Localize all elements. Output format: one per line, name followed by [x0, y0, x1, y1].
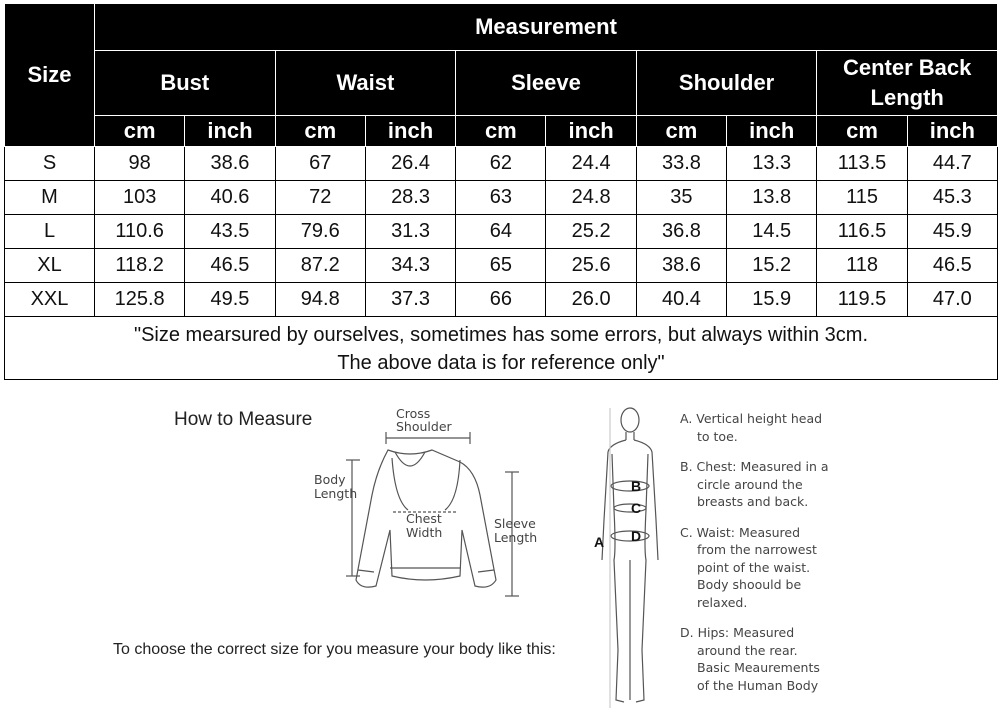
- value-cell: 46.5: [907, 249, 997, 283]
- size-cell: S: [5, 147, 95, 181]
- marker-d: D: [631, 528, 642, 544]
- unit-header: cm: [817, 116, 907, 147]
- value-cell: 14.5: [727, 215, 817, 249]
- group-header-line: Length: [870, 85, 944, 110]
- value-cell: 113.5: [817, 147, 907, 181]
- legend-item: [680, 410, 860, 445]
- unit-header: inch: [185, 116, 275, 147]
- value-cell: 44.7: [907, 147, 997, 181]
- value-cell: 115: [817, 181, 907, 215]
- value-cell: 31.3: [365, 215, 455, 249]
- unit-header: inch: [546, 116, 636, 147]
- value-cell: 45.3: [907, 181, 997, 215]
- value-cell: 13.8: [727, 181, 817, 215]
- value-cell: 33.8: [636, 147, 726, 181]
- sleeve-length-label-2: Length: [494, 530, 538, 545]
- value-cell: 103: [95, 181, 185, 215]
- marker-c: C: [631, 500, 642, 516]
- legend-line: relaxed.: [697, 594, 748, 610]
- value-cell: 65: [456, 249, 546, 283]
- value-cell: 38.6: [636, 249, 726, 283]
- value-cell: 40.4: [636, 283, 726, 317]
- table-row: [5, 147, 998, 181]
- value-cell: 118.2: [95, 249, 185, 283]
- group-header-line: Center Back: [842, 55, 972, 80]
- value-cell: 24.8: [546, 181, 636, 215]
- value-cell: 13.3: [727, 147, 817, 181]
- chest-width-label-2: Width: [406, 525, 443, 540]
- sleeve-length-label-1: Sleeve: [494, 516, 536, 531]
- group-header-line: Waist: [336, 70, 395, 95]
- legend-line: breasts and back.: [697, 494, 809, 509]
- value-cell: 116.5: [817, 215, 907, 249]
- value-cell: 119.5: [817, 283, 907, 317]
- value-cell: 110.6: [95, 215, 185, 249]
- value-cell: 25.2: [546, 215, 636, 249]
- legend-line: A. Vertical height head: [680, 411, 823, 426]
- legend-line: Basic Meaurements: [697, 660, 820, 675]
- cross-label-1: Cross: [396, 406, 431, 421]
- choose-size-instruction: To choose the correct size for you measure your body like this:: [113, 641, 556, 658]
- value-cell: 47.0: [907, 283, 997, 317]
- size-cell: L: [5, 215, 95, 249]
- note-row: [5, 317, 998, 380]
- value-cell: 38.6: [185, 147, 275, 181]
- value-cell: 37.3: [365, 283, 455, 317]
- value-cell: 36.8: [636, 215, 726, 249]
- unit-header: inch: [365, 116, 455, 147]
- measurement-header: Measurement: [95, 4, 998, 51]
- group-header: [275, 51, 456, 116]
- value-cell: 24.4: [546, 147, 636, 181]
- legend-item: [680, 624, 860, 694]
- marker-b: B: [631, 478, 642, 494]
- value-cell: 26.4: [365, 147, 455, 181]
- value-cell: 26.0: [546, 283, 636, 317]
- cross-label-2: Shoulder: [396, 419, 452, 434]
- legend-line: of the Human Body: [697, 677, 819, 693]
- unit-header: inch: [907, 116, 997, 147]
- value-cell: 63: [456, 181, 546, 215]
- value-cell: 118: [817, 249, 907, 283]
- legend-line: from the narrowest: [697, 542, 817, 557]
- marker-a: A: [594, 534, 605, 550]
- body-measure-illustration: [588, 400, 678, 720]
- value-cell: 15.9: [727, 283, 817, 317]
- legend-line: B. Chest: Measured in a: [680, 459, 829, 474]
- group-header: [636, 51, 817, 116]
- legend-line: to toe.: [697, 428, 738, 444]
- chest-width-label-1: Chest: [406, 511, 442, 526]
- note-cell: [5, 317, 998, 380]
- size-cell: XL: [5, 249, 95, 283]
- unit-header: cm: [95, 116, 185, 147]
- value-cell: 79.6: [275, 215, 365, 249]
- legend-line: C. Waist: Measured: [680, 524, 801, 540]
- value-cell: 28.3: [365, 181, 455, 215]
- value-cell: 45.9: [907, 215, 997, 249]
- table-row: [5, 249, 998, 283]
- table-row: [5, 181, 998, 215]
- value-cell: 72: [275, 181, 365, 215]
- note-line: "Size mearsured by ourselves, sometimes has some errors, but always within 3cm.: [133, 324, 869, 346]
- unit-header: cm: [456, 116, 546, 147]
- value-cell: 98: [95, 147, 185, 181]
- value-cell: 46.5: [185, 249, 275, 283]
- group-header-line: Sleeve: [511, 70, 581, 95]
- how-to-measure-title: How to Measure: [174, 409, 313, 430]
- table-row: [5, 215, 998, 249]
- group-header: [95, 51, 276, 116]
- value-cell: 64: [456, 215, 546, 249]
- value-cell: 87.2: [275, 249, 365, 283]
- size-chart-table: [4, 3, 998, 380]
- group-header: [817, 51, 998, 116]
- value-cell: 66: [456, 283, 546, 317]
- value-cell: 94.8: [275, 283, 365, 317]
- value-cell: 34.3: [365, 249, 455, 283]
- legend-line: Body shoould be: [697, 577, 802, 592]
- body-length-label-1: Body: [314, 472, 346, 487]
- legend-line: point of the waist.: [697, 559, 811, 575]
- size-cell: XXL: [5, 283, 95, 317]
- body-length-label-2: Length: [314, 486, 358, 501]
- group-header-line: Shoulder: [678, 70, 775, 95]
- legend-line: around the rear.: [697, 642, 798, 658]
- value-cell: 62: [456, 147, 546, 181]
- note-line: The above data is for reference only": [337, 352, 665, 374]
- legend-line: D. Hips: Measured: [680, 625, 795, 640]
- measurement-legend: [680, 410, 860, 707]
- value-cell: 49.5: [185, 283, 275, 317]
- unit-header: cm: [636, 116, 726, 147]
- value-cell: 40.6: [185, 181, 275, 215]
- value-cell: 43.5: [185, 215, 275, 249]
- group-header: [456, 51, 637, 116]
- value-cell: 35: [636, 181, 726, 215]
- value-cell: 15.2: [727, 249, 817, 283]
- legend-item: [680, 524, 860, 612]
- value-cell: 67: [275, 147, 365, 181]
- size-cell: M: [5, 181, 95, 215]
- legend-line: circle around the: [697, 476, 803, 492]
- unit-header: inch: [727, 116, 817, 147]
- value-cell: 25.6: [546, 249, 636, 283]
- group-header-line: Bust: [160, 70, 210, 95]
- table-row: [5, 283, 998, 317]
- garment-measure-illustration: [300, 400, 550, 610]
- legend-item: [680, 458, 860, 511]
- unit-header: cm: [275, 116, 365, 147]
- size-column-header: Size: [5, 4, 95, 147]
- value-cell: 125.8: [95, 283, 185, 317]
